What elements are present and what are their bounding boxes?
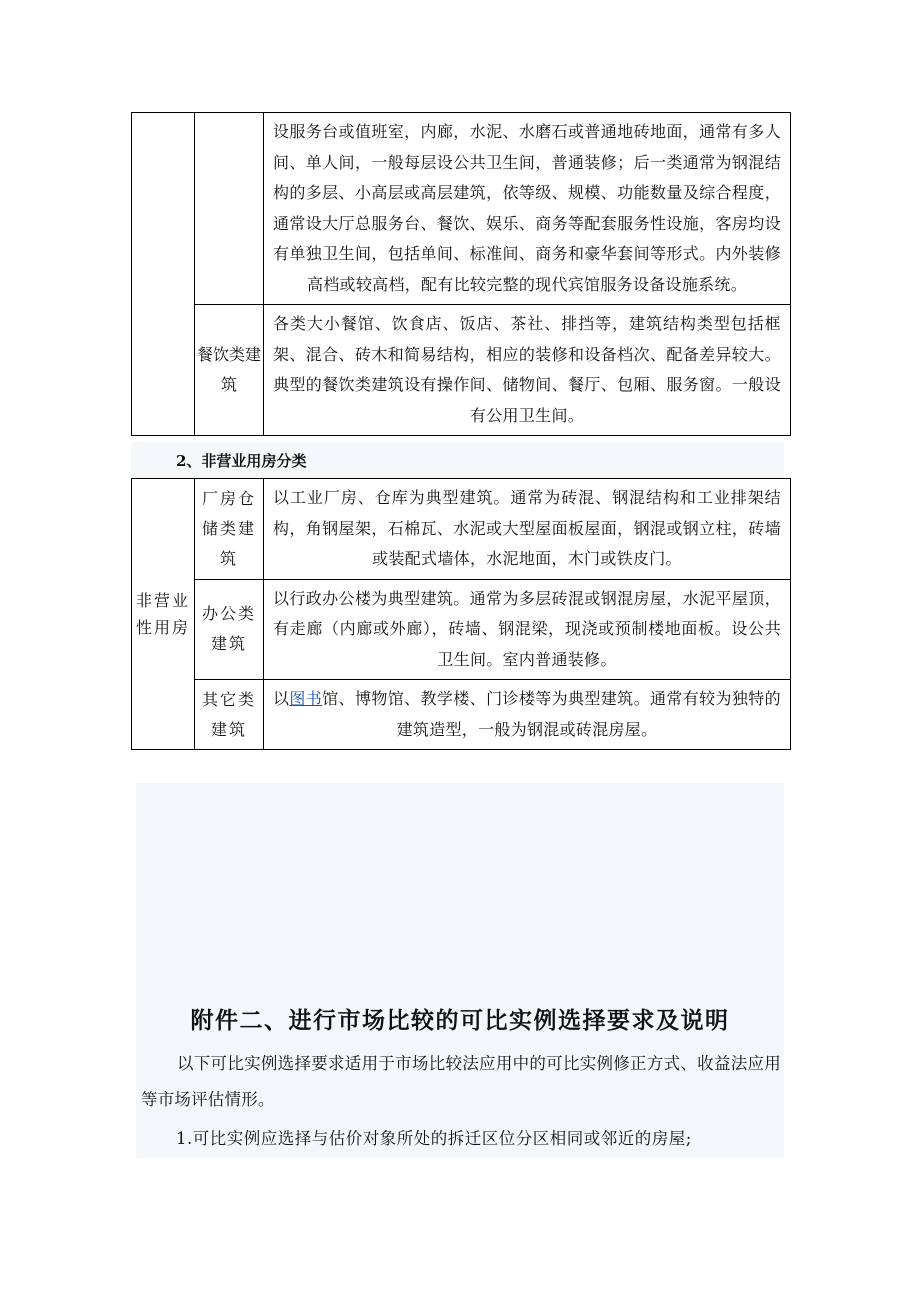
group-label-cell: 非营业性用房: [132, 479, 195, 750]
table-row: [132, 579, 791, 680]
desc-rest: 馆、博物馆、教学楼、门诊楼等为典型建筑。通常有较为独特的建筑造型，一般为钢混或砖混房屋。: [322, 689, 781, 739]
section-heading: 2、非营业用房分类: [176, 452, 307, 470]
description-cell: 各类大小餐馆、饮食店、饭店、茶社、排挡等，建筑结构类型包括框架、混合、砖木和简易结构，相应的装修和设备档次、配备差异较大。典型的餐饮类建筑设有操作间、储物间、餐厅、包厢、服务窗。一般设有公用卫生间。: [264, 305, 791, 436]
table-row: [132, 479, 791, 580]
appendix-title: 附件二、进行市场比较的可比实例选择要求及说明: [190, 1008, 730, 1034]
table-row: [132, 680, 791, 750]
category-cell: 办公类建筑: [195, 579, 264, 680]
requirement-item: 1.可比实例应选择与估价对象所处的拆迁区位分区相同或邻近的房屋;: [176, 1129, 692, 1148]
description-cell: 以行政办公楼为典型建筑。通常为多层砖混或钢混房屋，水泥平屋顶，有走廊（内廊或外廊），砖墙、钢混梁，现浇或预制楼地面板。设公共卫生间。室内普通装修。: [264, 579, 791, 680]
category-cell-blank: [195, 113, 264, 305]
intro-paragraph: 以下可比实例选择要求适用于市场比较法应用中的可比实例修正方式、收益法应用等市场评估情形。: [141, 1054, 781, 1109]
group-cell-blank: [132, 113, 195, 436]
category-cell: 厂房仓储类建筑: [195, 479, 264, 580]
description-cell: [264, 680, 791, 750]
category-cell: 其它类建筑: [195, 680, 264, 750]
library-link[interactable]: 图书: [289, 689, 323, 708]
category-cell: 餐饮类建筑: [195, 305, 264, 436]
table-row: [132, 113, 791, 305]
desc-prefix: 以: [273, 689, 290, 708]
table-row: [132, 305, 791, 436]
description-cell: 设服务台或值班室，内廊，水泥、水磨石或普通地砖地面，通常有多人间、单人间，一般每层设公共卫生间，普通装修；后一类通常为钢混结构的多层、小高层或高层建筑，依等级、规模、功能数量及综合程度，通常设大厅总服务台、餐饮、娱乐、商务等配套服务性设施，客房均设有单独卫生间，包括单间、标准间、商务和豪华套间等形式。内外装修高档或较高档，配有比较完整的现代宾馆服务设备设施系统。: [264, 113, 791, 305]
classification-table-continued: [131, 112, 791, 436]
non-business-housing-table: [131, 478, 791, 750]
description-cell: 以工业厂房、仓库为典型建筑。通常为砖混、钢混结构和工业排架结构，角钢屋架，石棉瓦、水泥或大型屋面板屋面，钢混或钢立柱，砖墙或装配式墙体，水泥地面，木门或铁皮门。: [264, 479, 791, 580]
